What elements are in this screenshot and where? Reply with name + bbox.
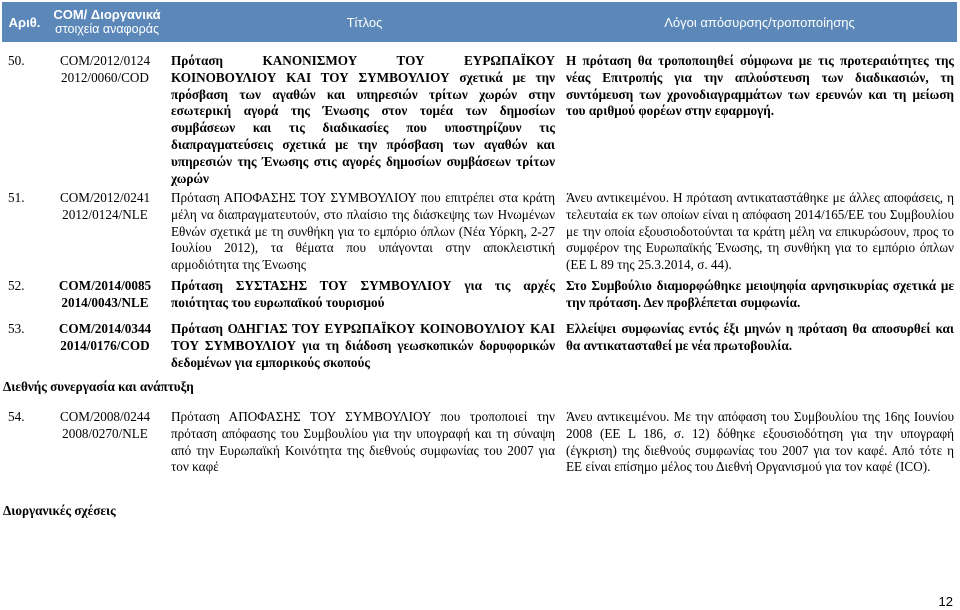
row-51-reason: Άνευ αντικειμένου. Η πρόταση αντικαταστάθηκε με άλλες αποφάσεις, η τελευταία εκ των οποίων είναι η απόφαση 2014/165/ΕΕ του Συμβουλίου με την οποία εξουσιοδοτούνται τα κράτη μέλη να επικυρώσουν, προς το συμφέρον της Ευρωπαϊκής Ένωσης, τη συνθήκη για το εμπόριο όπλων (ΕΕ L 89 της 25.3.2014, σ. 44).: [566, 190, 954, 273]
row-54-title: Πρόταση ΑΠΟΦΑΣΗΣ ΤΟΥ ΣΥΜΒΟΥΛΙΟΥ που τροποποιεί την πρόταση απόφασης του Συμβουλίου για την υπογραφή και τη σύναψη από την Ευρωπαϊκή Κοινότητα της διεθνούς συμφωνίας του 2007 για τον καφέ: [171, 409, 555, 475]
header-com-reference: [47, 2, 167, 42]
header-com-sublabel: στοιχεία αναφοράς: [55, 22, 159, 36]
row-51-number: 51.: [8, 190, 25, 205]
row-53-reason: Ελλείψει συμφωνίας εντός έξι μηνών η πρόταση θα αποσυρθεί και θα αντικατασταθεί με νέα πρωτοβουλία.: [566, 321, 954, 353]
row-51-com: COM/2012/0241: [59, 190, 151, 205]
row-52-com: COM/2014/0085: [58, 278, 152, 293]
header-com-label: COM/ Διοργανικά: [53, 7, 161, 22]
row-52-procedure: 2014/0043/NLE: [61, 294, 149, 310]
row-53-com-ref: [45, 321, 165, 355]
row-53-number: 53.: [8, 321, 25, 336]
row-50-com-ref: [45, 53, 165, 87]
row-54-com: COM/2008/0244: [59, 409, 151, 424]
row-51-com-ref: [45, 190, 165, 224]
header-reason: Λόγοι απόσυρσης/τροποποίησης: [664, 14, 855, 30]
row-52-title: Πρόταση ΣΥΣΤΑΣΗΣ ΤΟΥ ΣΥΜΒΟΥΛΙΟΥ για τις αρχές ποιότητας του ευρωπαϊκού τουρισμού: [171, 278, 555, 310]
row-54-number: 54.: [8, 409, 25, 424]
row-54-reason: Άνευ αντικειμένου. Με την απόφαση του Συμβουλίου της 16ης Ιουνίου 2008 (ΕΕ L 186, σ. 12) δόθηκε εξουσιοδότηση για την υπογραφή (έγκριση) της διεθνούς συμφωνίας του 2007 για τον καφέ. Από τότε η ΕΕ είναι επίσημο μέλος του Διεθνή Οργανισμού για τον καφέ (ICO).: [566, 409, 954, 475]
row-54-procedure: 2008/0270/NLE: [62, 425, 148, 441]
row-51-title: Πρόταση ΑΠΟΦΑΣΗΣ ΤΟΥ ΣΥΜΒΟΥΛΙΟΥ που επιτρέπει στα κράτη μέλη να διαπραγματευτούν, στο πλαίσιο της διάσκεψης των Ηνωμένων Εθνών σχετικά με τη συνθήκη για το εμπόριο όπλων (Νέα Υόρκη, 2-27 Ιουλίου 2012), τα θέματα που υπάγονται στην αποκλειστική αρμοδιότητα της Ένωσης: [171, 190, 555, 273]
row-53-com: COM/2014/0344: [58, 321, 152, 336]
page-number: 12: [938, 594, 953, 609]
row-52-number: 52.: [8, 278, 25, 293]
row-52-com-ref: [45, 278, 165, 312]
row-51-procedure: 2012/0124/NLE: [62, 206, 148, 222]
section-heading-international-cooperation: Διεθνής συνεργασία και ανάπτυξη: [3, 379, 194, 394]
row-54-com-ref: [45, 409, 165, 443]
section-heading-interinstitutional-relations: Διοργανικές σχέσεις: [3, 503, 116, 518]
row-50-reason: Η πρόταση θα τροποποιηθεί σύμφωνα με τις προτεραιότητες της νέας Επιτροπής για την απλούστευση των διαδικασιών, τη συντόμευση των χρονοδιαγραμμάτων των ερευνών και τη μείωση του αριθμού φορέων στην εφαρμογή.: [566, 53, 954, 119]
row-52-reason: Στο Συμβούλιο διαμορφώθηκε μειοψηφία αρνησικυρίας σχετικά με την πρόταση. Δεν προβλέπεται συμφωνία.: [566, 278, 954, 310]
row-50-title: Πρόταση ΚΑΝΟΝΙΣΜΟΥ ΤΟΥ ΕΥΡΩΠΑΪΚΟΥ ΚΟΙΝΟΒΟΥΛΙΟΥ ΚΑΙ ΤΟΥ ΣΥΜΒΟΥΛΙΟΥ σχετικά με την πρόσβαση των αγαθών και υπηρεσιών τρίτων χωρών στην εσωτερική αγορά της Ένωσης στον τομέα των δημοσίων συμβάσεων και τις διαδικασίες που υποστηρίζουν τις διαπραγματεύσεις σχετικά με την πρόσβαση των αγαθών και υπηρεσιών της Ένωσης στις αγορές δημοσίων συμβάσεων τρίτων χωρών: [171, 53, 555, 186]
row-50-com: COM/2012/0124: [59, 53, 151, 68]
table-header: [2, 2, 957, 42]
header-title: Τίτλος: [346, 14, 383, 30]
row-53-title: Πρόταση ΟΔΗΓΙΑΣ ΤΟΥ ΕΥΡΩΠΑΪΚΟΥ ΚΟΙΝΟΒΟΥΛΙΟΥ ΚΑΙ ΤΟΥ ΣΥΜΒΟΥΛΙΟΥ για τη διάδοση γεωσκοπικών δορυφορικών δεδομένων για εμπορικούς σκοπούς: [171, 321, 555, 370]
row-50-number: 50.: [8, 53, 25, 68]
row-50-procedure: 2012/0060/COD: [61, 69, 149, 85]
header-number: Αριθ.: [8, 14, 41, 30]
row-53-procedure: 2014/0176/COD: [60, 337, 150, 353]
